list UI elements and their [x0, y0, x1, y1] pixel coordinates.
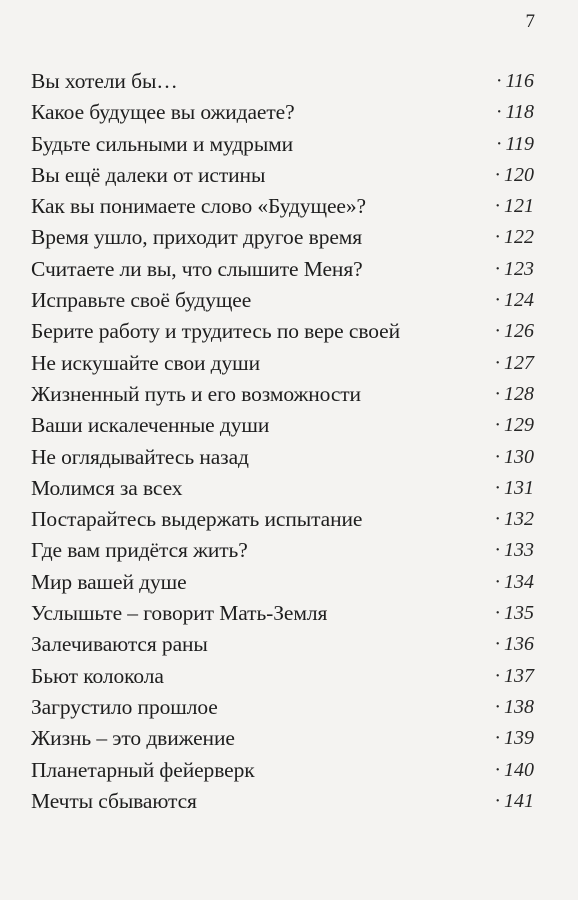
toc-entry-title: Исправьте своё будущее — [31, 288, 252, 313]
toc-entry-page-number: 139 — [504, 727, 534, 750]
toc-entry-page-number: 119 — [505, 132, 534, 155]
leader-dot: · — [494, 633, 501, 656]
toc-entry-page — [494, 786, 534, 817]
toc-entry-page-number: 141 — [504, 789, 534, 812]
leader-dot: · — [494, 195, 501, 218]
toc-entry-title: Планетарный фейерверк — [31, 757, 255, 782]
toc-entry-title: Молимся за всех — [31, 475, 183, 500]
toc-entry — [31, 97, 534, 128]
toc-entry-page — [494, 222, 534, 253]
toc-entry — [31, 410, 534, 441]
toc-entry-page — [494, 535, 534, 566]
toc-entry-page — [494, 191, 534, 222]
toc-entry-title: Услышьте – говорит Мать-Земля — [31, 601, 328, 626]
leader-dot: · — [494, 289, 501, 312]
toc-entry-title: Будьте сильными и мудрыми — [31, 131, 294, 156]
toc-entry-page-number: 135 — [504, 602, 534, 625]
toc-entry-page-number: 120 — [504, 163, 534, 186]
toc-entry-page-number: 124 — [504, 289, 534, 312]
toc-entry-title: Берите работу и трудитесь по вере своей — [31, 319, 401, 344]
leader-dot: · — [494, 570, 501, 593]
leader-dot: · — [495, 101, 503, 124]
leader-dot: · — [494, 351, 501, 374]
toc-entry-page-number: 138 — [504, 695, 534, 718]
toc-entry-page — [494, 379, 534, 410]
leader-dot: · — [494, 539, 501, 562]
toc-entry-page — [496, 66, 534, 97]
toc-entry-page — [494, 692, 534, 723]
toc-entry-title: Жизнь – это движение — [31, 726, 235, 751]
toc-entry-title: Как вы понимаете слово «Будущее»? — [31, 194, 366, 219]
toc-entry-title: Мир вашей душе — [31, 569, 187, 594]
toc-entry-page — [494, 316, 534, 347]
toc-entry — [31, 755, 534, 786]
toc-entry-page-number: 140 — [504, 758, 534, 781]
leader-dot: · — [494, 508, 501, 531]
leader-dot: · — [494, 789, 501, 812]
toc-entry — [31, 129, 534, 160]
toc-entry — [31, 535, 534, 566]
toc-entry-page-number: 128 — [504, 382, 534, 405]
toc-entry-page — [494, 598, 534, 629]
leader-dot: · — [495, 70, 503, 92]
toc-entry — [31, 222, 534, 253]
toc-entry — [31, 629, 534, 660]
toc-entry-page — [494, 723, 534, 754]
toc-entry-title: Какое будущее вы ожидаете? — [31, 100, 295, 125]
leader-dot: · — [494, 414, 501, 437]
toc-entry — [31, 160, 534, 191]
toc-entry-title: Бьют колокола — [31, 663, 164, 688]
toc-entry-title: Постарайтесь выдержать испытание — [31, 507, 363, 532]
table-of-contents — [31, 66, 534, 817]
toc-entry-page-number: 127 — [504, 351, 534, 374]
toc-entry-title: Не оглядывайтесь назад — [31, 444, 249, 469]
toc-entry — [31, 723, 534, 754]
toc-entry-page-number: 130 — [504, 445, 534, 468]
toc-entry-title: Мечты сбываются — [31, 788, 197, 813]
toc-entry-page-number: 134 — [504, 570, 534, 593]
toc-entry-page-number: 122 — [504, 226, 534, 249]
toc-entry-page-number: 132 — [504, 508, 534, 531]
toc-entry-page — [494, 348, 534, 379]
toc-entry-page-number: 133 — [504, 539, 534, 562]
toc-entry-page — [494, 661, 534, 692]
leader-dot: · — [494, 695, 501, 718]
toc-entry-title: Время ушло, приходит другое время — [31, 225, 363, 250]
toc-entry-page — [494, 504, 534, 535]
toc-entry — [31, 285, 534, 316]
toc-entry-page — [494, 442, 534, 473]
toc-entry — [31, 254, 534, 285]
toc-entry-page-number: 118 — [505, 101, 534, 124]
leader-dot: · — [494, 226, 501, 249]
toc-entry — [31, 692, 534, 723]
toc-entry-title: Жизненный путь и его возможности — [31, 381, 361, 406]
toc-entry-page — [494, 285, 534, 316]
leader-dot: · — [494, 382, 501, 405]
toc-entry-page-number: 116 — [505, 70, 534, 92]
toc-entry-page — [496, 129, 534, 160]
leader-dot: · — [494, 163, 501, 186]
leader-dot: · — [494, 664, 501, 687]
toc-entry — [31, 316, 534, 347]
toc-entry-title: Загрустило прошлое — [31, 694, 218, 719]
toc-entry-page-number: 123 — [504, 257, 534, 280]
toc-entry — [31, 442, 534, 473]
page-number: 7 — [525, 11, 535, 32]
toc-entry — [31, 348, 534, 379]
toc-entry-page-number: 137 — [504, 664, 534, 687]
toc-entry-title: Вы хотели бы… — [31, 69, 178, 93]
toc-entry-page — [494, 567, 534, 598]
leader-dot: · — [494, 257, 501, 280]
toc-entry — [31, 473, 534, 504]
leader-dot: · — [494, 445, 501, 468]
leader-dot: · — [495, 132, 503, 155]
leader-dot: · — [494, 476, 501, 499]
toc-entry-page-number: 131 — [504, 476, 534, 499]
toc-entry-title: Залечиваются раны — [31, 632, 208, 657]
leader-dot: · — [494, 602, 501, 625]
toc-entry-page — [494, 254, 534, 285]
toc-entry-page-number: 126 — [504, 320, 534, 343]
toc-entry-title: Не искушайте свои души — [31, 350, 261, 375]
leader-dot: · — [494, 320, 501, 343]
toc-entry — [31, 66, 534, 97]
toc-entry-page-number: 136 — [504, 633, 534, 656]
toc-entry — [31, 598, 534, 629]
toc-entry-page-number: 129 — [504, 414, 534, 437]
toc-entry-page — [496, 97, 534, 128]
toc-entry — [31, 191, 534, 222]
toc-entry-page — [494, 473, 534, 504]
leader-dot: · — [494, 727, 501, 750]
toc-entry-page-number: 121 — [504, 195, 534, 218]
toc-entry-title: Считаете ли вы, что слышите Меня? — [31, 256, 363, 281]
toc-entry — [31, 504, 534, 535]
toc-entry-page — [494, 410, 534, 441]
toc-entry-title: Ваши искалеченные души — [31, 413, 270, 438]
toc-entry — [31, 786, 534, 817]
toc-entry-page — [494, 160, 534, 191]
toc-entry — [31, 379, 534, 410]
toc-entry-page — [494, 629, 534, 660]
toc-entry-title: Вы ещё далеки от истины — [31, 162, 266, 187]
toc-entry-title: Где вам придётся жить? — [31, 538, 248, 563]
toc-entry — [31, 661, 534, 692]
toc-entry — [31, 567, 534, 598]
leader-dot: · — [494, 758, 501, 781]
toc-entry-page — [494, 755, 534, 786]
